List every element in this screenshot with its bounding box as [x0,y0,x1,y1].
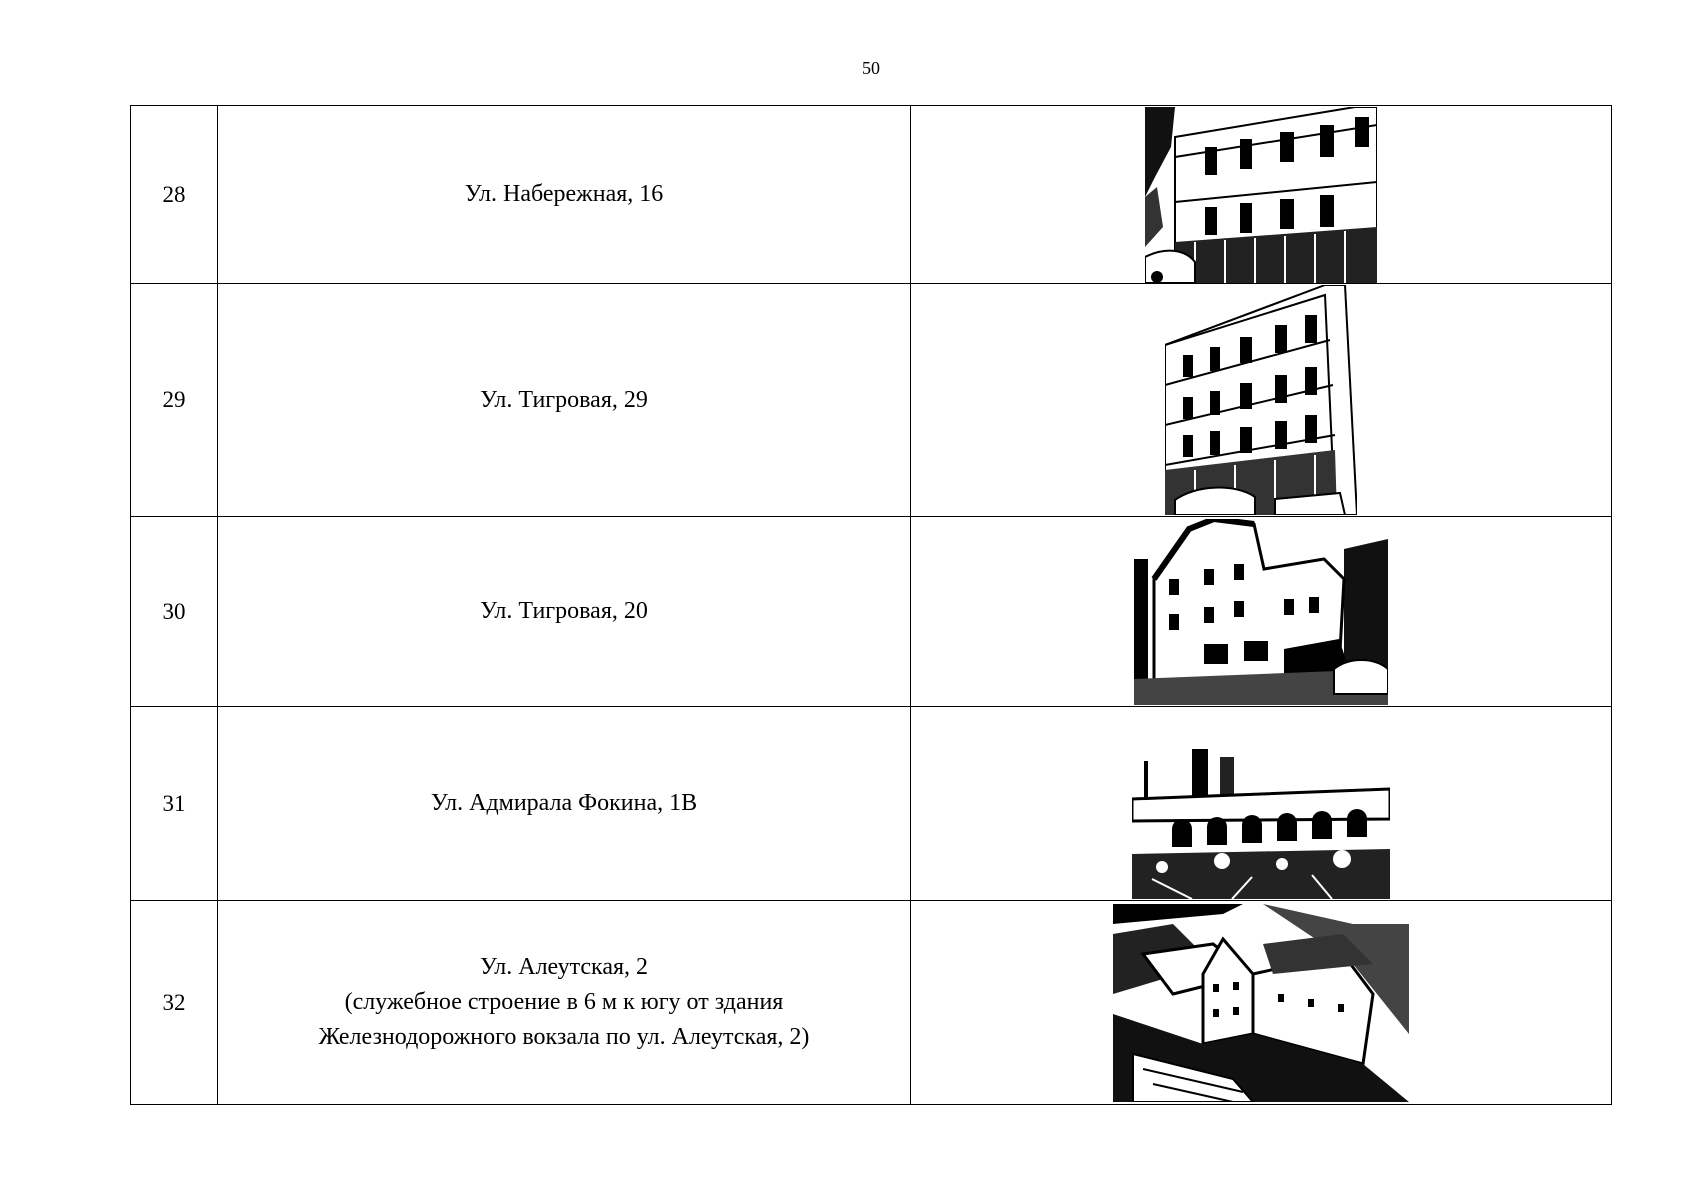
address-line: Ул. Тигровая, 20 [480,598,648,624]
photo-cell [911,901,1612,1105]
row-number: 30 [131,517,218,707]
photo-cell [911,707,1612,901]
address-line: Ул. Алеутская, 2 [479,954,649,980]
row-address [218,284,911,517]
building-photo [1134,519,1388,705]
address-line: Ул. Набережная, 16 [464,181,664,207]
row-address [218,901,911,1105]
table-row [131,707,1612,901]
building-photo [1145,107,1377,283]
table-row [131,106,1612,284]
row-number: 32 [131,901,218,1105]
building-photo [1132,749,1390,899]
row-address [218,517,911,707]
address-line: Ул. Тигровая, 29 [480,386,648,413]
page-number: 50 [862,58,880,78]
photo-cell [911,517,1612,707]
row-number: 31 [131,707,218,901]
building-photo [1113,904,1409,1102]
table-row [131,284,1612,517]
photo-cell [911,284,1612,517]
row-address [218,106,911,284]
row-address [218,707,911,901]
address-line: Ул. Адмирала Фокина, 1В [430,790,698,816]
address-line: Железнодорожного вокзала по ул. Алеутская, 2) [318,1024,810,1050]
table-row [131,517,1612,707]
objects-table [130,105,1612,1105]
table-row [131,901,1612,1105]
row-number: 28 [131,106,218,284]
building-photo [1165,285,1357,515]
address-line: (служебное строение в 6 м к югу от здания [344,989,784,1015]
photo-cell [911,106,1612,284]
row-number: 29 [131,284,218,517]
